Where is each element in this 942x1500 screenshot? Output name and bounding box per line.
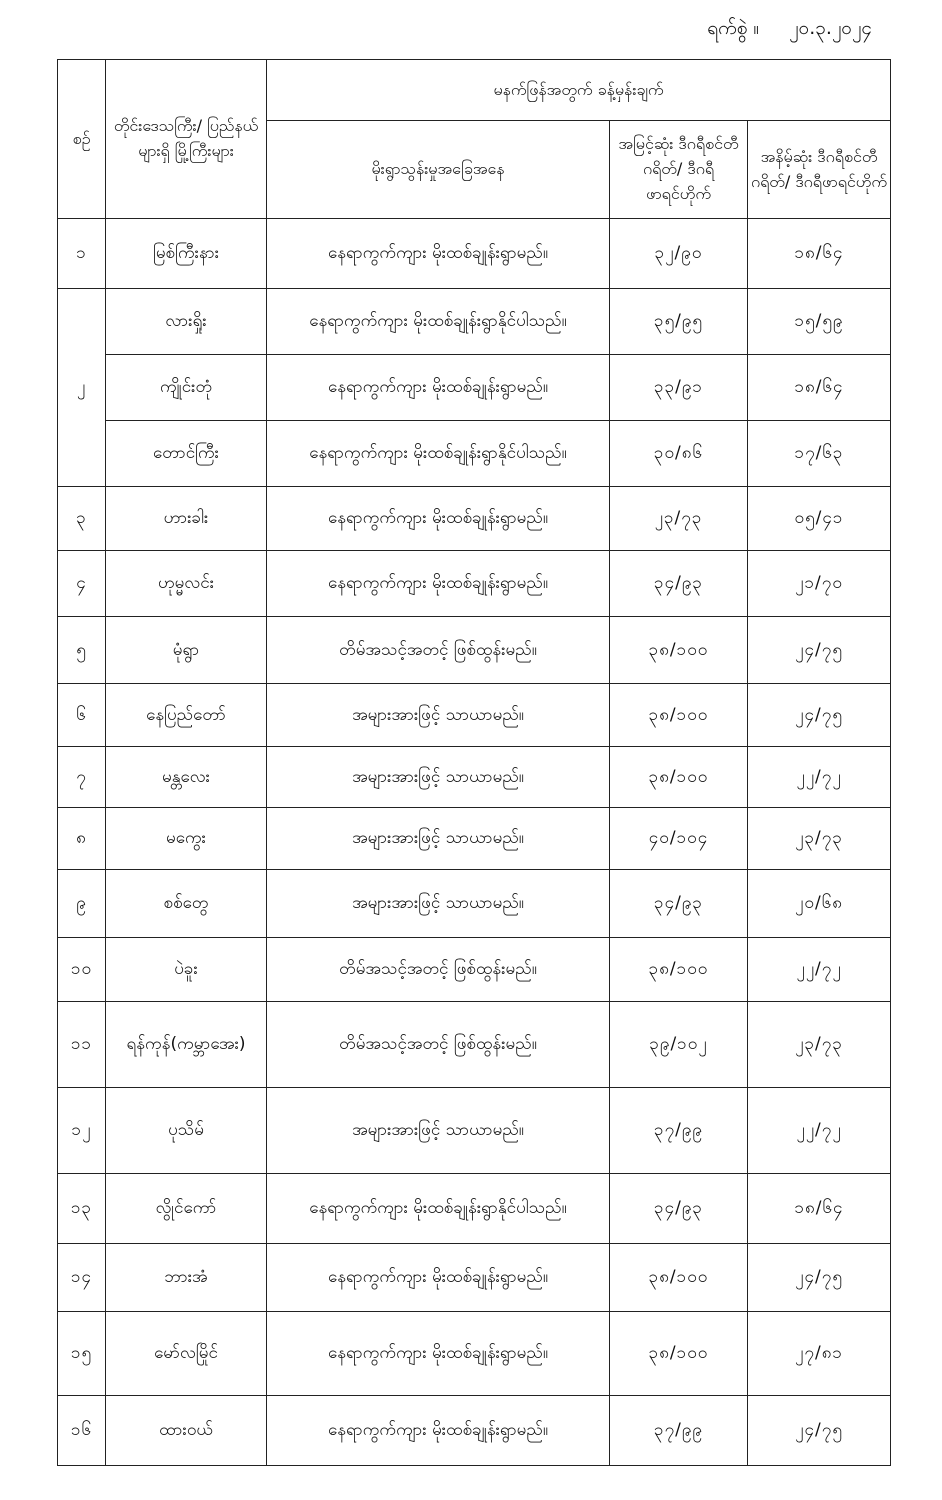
max-temp-cell: ၃၈/၁၀၀ <box>610 684 748 747</box>
min-temp-cell: ၁၈/၆၄ <box>748 1174 891 1244</box>
serial-cell: ၇ <box>58 747 106 808</box>
min-temp-cell: ၁၈/၆၄ <box>748 355 891 421</box>
min-temp-cell: ၂၀/၆၈ <box>748 870 891 938</box>
table-row <box>58 870 891 938</box>
table-row <box>58 421 891 487</box>
serial-cell: ၁ <box>58 219 106 289</box>
max-temp-cell: ၃၈/၁၀၀ <box>610 1312 748 1396</box>
min-temp-cell: ၂၃/၇၃ <box>748 1002 891 1088</box>
city-cell: ပဲခူး <box>106 938 267 1002</box>
serial-cell: ၁၂ <box>58 1088 106 1174</box>
table-row <box>58 1088 891 1174</box>
table-body <box>58 219 891 1466</box>
min-temp-cell: ၂၃/၇၃ <box>748 808 891 870</box>
header-condition: မိုးရွာသွန်းမှုအခြေအနေ <box>267 121 610 219</box>
table-row <box>58 1002 891 1088</box>
min-temp-cell: ၂၄/၇၅ <box>748 1244 891 1312</box>
serial-cell: ၆ <box>58 684 106 747</box>
table-row <box>58 487 891 551</box>
serial-cell: ၅ <box>58 617 106 684</box>
table-row <box>58 551 891 617</box>
serial-cell: ၃ <box>58 487 106 551</box>
header-forecast-group: မနက်ဖြန်အတွက် ခန့်မှန်းချက် <box>267 60 891 121</box>
min-temp-cell: ၁၇/၆၃ <box>748 421 891 487</box>
serial-cell: ၁၆ <box>58 1396 106 1466</box>
date-line <box>707 10 872 50</box>
table-row <box>58 1244 891 1312</box>
serial-cell: ၁၃ <box>58 1174 106 1244</box>
min-temp-cell: ၁၈/၆၄ <box>748 219 891 289</box>
table-header <box>58 60 891 219</box>
header-city: တိုင်းဒေသကြီး/ ပြည်နယ်များရှိ မြို့ကြီးများ <box>106 60 267 219</box>
city-cell: ဟားခါး <box>106 487 267 551</box>
condition-cell: တိမ်အသင့်အတင့် ဖြစ်ထွန်းမည်။ <box>267 617 610 684</box>
city-cell: မကွေး <box>106 808 267 870</box>
max-temp-cell: ၃၅/၉၅ <box>610 289 748 355</box>
serial-cell: ၉ <box>58 870 106 938</box>
min-temp-cell: ၀၅/၄၁ <box>748 487 891 551</box>
max-temp-cell: ၃၈/၁၀၀ <box>610 1244 748 1312</box>
min-temp-cell: ၂၁/၇၀ <box>748 551 891 617</box>
city-cell: လားရှိုး <box>106 289 267 355</box>
max-temp-cell: ၃၀/၈၆ <box>610 421 748 487</box>
condition-cell: အများအားဖြင့် သာယာမည်။ <box>267 808 610 870</box>
serial-cell: ၈ <box>58 808 106 870</box>
city-cell: နေပြည်တော် <box>106 684 267 747</box>
condition-cell: တိမ်အသင့်အတင့် ဖြစ်ထွန်းမည်။ <box>267 938 610 1002</box>
table-row <box>58 1174 891 1244</box>
city-cell: မုံရွာ <box>106 617 267 684</box>
condition-cell: နေရာကွက်ကျား မိုးထစ်ချုန်းရွာမည်။ <box>267 1244 610 1312</box>
min-temp-cell: ၂၄/၇၅ <box>748 617 891 684</box>
serial-cell: ၁၀ <box>58 938 106 1002</box>
date-label: ရက်စွဲ ။ <box>707 17 760 39</box>
serial-cell: ၂ <box>58 289 106 487</box>
city-cell: စစ်တွေ <box>106 870 267 938</box>
table-row <box>58 747 891 808</box>
max-temp-cell: ၃၄/၉၃ <box>610 1174 748 1244</box>
forecast-table <box>57 59 891 1466</box>
condition-cell: အများအားဖြင့် သာယာမည်။ <box>267 870 610 938</box>
max-temp-cell: ၄၀/၁၀၄ <box>610 808 748 870</box>
header-max-temp: အမြင့်ဆုံး ဒီဂရီစင်တီဂရိတ်/ ဒီဂရီဖာရင်ဟိုက် <box>610 121 748 219</box>
max-temp-cell: ၃၇/၉၉ <box>610 1088 748 1174</box>
condition-cell: တိမ်အသင့်အတင့် ဖြစ်ထွန်းမည်။ <box>267 1002 610 1088</box>
table-row <box>58 355 891 421</box>
table-row <box>58 617 891 684</box>
min-temp-cell: ၂၄/၇၅ <box>748 684 891 747</box>
table-row <box>58 289 891 355</box>
max-temp-cell: ၂၃/၇၃ <box>610 487 748 551</box>
table-row <box>58 1312 891 1396</box>
min-temp-cell: ၂၄/၇၅ <box>748 1396 891 1466</box>
city-cell: လွိုင်ကော် <box>106 1174 267 1244</box>
city-cell: ထားဝယ် <box>106 1396 267 1466</box>
city-cell: ကျိုင်းတုံ <box>106 355 267 421</box>
min-temp-cell: ၂၂/၇၂ <box>748 938 891 1002</box>
max-temp-cell: ၃၉/၁၀၂ <box>610 1002 748 1088</box>
condition-cell: နေရာကွက်ကျား မိုးထစ်ချုန်းရွာနိုင်ပါသည်။ <box>267 1174 610 1244</box>
max-temp-cell: ၃၈/၁၀၀ <box>610 938 748 1002</box>
condition-cell: နေရာကွက်ကျား မိုးထစ်ချုန်းရွာမည်။ <box>267 551 610 617</box>
condition-cell: နေရာကွက်ကျား မိုးထစ်ချုန်းရွာမည်။ <box>267 1396 610 1466</box>
table-row <box>58 1396 891 1466</box>
header-serial: စဉ် <box>58 60 106 219</box>
max-temp-cell: ၃၄/၉၃ <box>610 870 748 938</box>
condition-cell: အများအားဖြင့် သာယာမည်။ <box>267 1088 610 1174</box>
condition-cell: နေရာကွက်ကျား မိုးထစ်ချုန်းရွာမည်။ <box>267 355 610 421</box>
min-temp-cell: ၂၇/၈၁ <box>748 1312 891 1396</box>
condition-cell: နေရာကွက်ကျား မိုးထစ်ချုန်းရွာမည်။ <box>267 1312 610 1396</box>
serial-cell: ၁၅ <box>58 1312 106 1396</box>
date-value: ၂၀.၃.၂၀၂၄ <box>789 17 872 39</box>
max-temp-cell: ၃၇/၉၉ <box>610 1396 748 1466</box>
city-cell: မြစ်ကြီးနား <box>106 219 267 289</box>
min-temp-cell: ၂၂/၇၂ <box>748 747 891 808</box>
max-temp-cell: ၃၄/၉၃ <box>610 551 748 617</box>
city-cell: ပုသိမ် <box>106 1088 267 1174</box>
city-cell: မော်လမြိုင် <box>106 1312 267 1396</box>
city-cell: မန္တလေး <box>106 747 267 808</box>
max-temp-cell: ၃၈/၁၀၀ <box>610 747 748 808</box>
table-row <box>58 219 891 289</box>
table-row <box>58 938 891 1002</box>
table-row <box>58 808 891 870</box>
header-min-temp: အနိမ့်ဆုံး ဒီဂရီစင်တီဂရိတ်/ ဒီဂရီဖာရင်ဟိုက် <box>748 121 891 219</box>
condition-cell: နေရာကွက်ကျား မိုးထစ်ချုန်းရွာမည်။ <box>267 219 610 289</box>
max-temp-cell: ၃၂/၉၀ <box>610 219 748 289</box>
condition-cell: အများအားဖြင့် သာယာမည်။ <box>267 747 610 808</box>
serial-cell: ၁၁ <box>58 1002 106 1088</box>
condition-cell: နေရာကွက်ကျား မိုးထစ်ချုန်းရွာနိုင်ပါသည်။ <box>267 289 610 355</box>
serial-cell: ၁၄ <box>58 1244 106 1312</box>
condition-cell: နေရာကွက်ကျား မိုးထစ်ချုန်းရွာမည်။ <box>267 487 610 551</box>
condition-cell: အများအားဖြင့် သာယာမည်။ <box>267 684 610 747</box>
max-temp-cell: ၃၈/၁၀၀ <box>610 617 748 684</box>
serial-cell: ၄ <box>58 551 106 617</box>
table-row <box>58 684 891 747</box>
city-cell: ဟုမ္မလင်း <box>106 551 267 617</box>
city-cell: ရန်ကုန်(ကမ္ဘာအေး) <box>106 1002 267 1088</box>
city-cell: ဘားအံ <box>106 1244 267 1312</box>
min-temp-cell: ၁၅/၅၉ <box>748 289 891 355</box>
city-cell: တောင်ကြီး <box>106 421 267 487</box>
max-temp-cell: ၃၃/၉၁ <box>610 355 748 421</box>
min-temp-cell: ၂၂/၇၂ <box>748 1088 891 1174</box>
condition-cell: နေရာကွက်ကျား မိုးထစ်ချုန်းရွာနိုင်ပါသည်။ <box>267 421 610 487</box>
